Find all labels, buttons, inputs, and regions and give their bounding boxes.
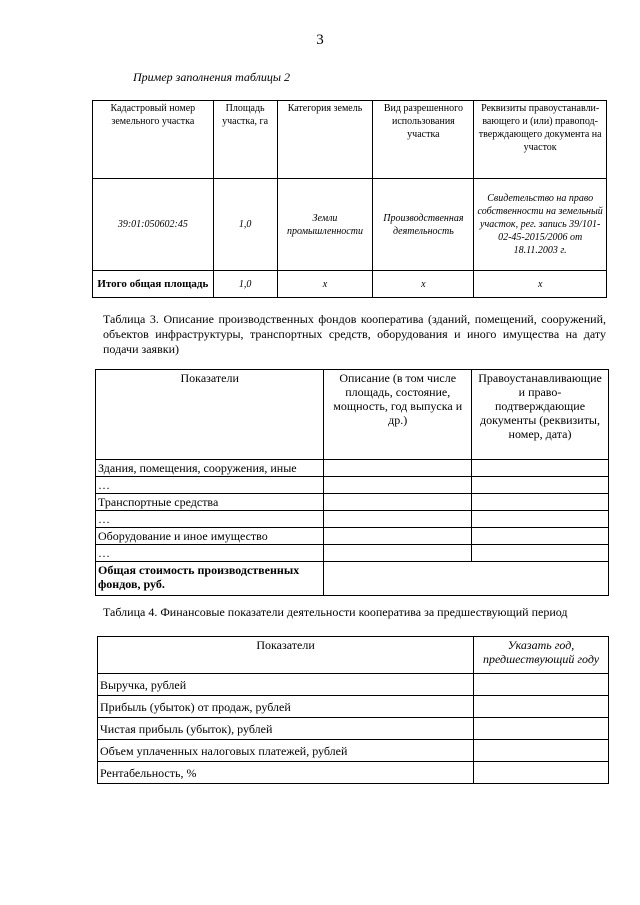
table-row: Оборудование и иное имущество xyxy=(96,528,324,545)
cell-title-document: Свидетельство на право собственности на земельный участок, рег. запись 39/101-02-45-2015/2006 от 18.11.2003 г. xyxy=(474,179,607,271)
cell-area: 1,0 xyxy=(213,179,277,271)
table4-caption: Таблица 4. Финансовые показатели деятельности кооператива за предшествующий период xyxy=(103,605,568,619)
table-row: Объем уплаченных налоговых платежей, рублей xyxy=(98,740,474,762)
cell-land-category: Земли промышленности xyxy=(277,179,373,271)
table-row: Здания, помещения, сооружения, иные xyxy=(96,460,324,477)
table-row: Рентабельность, % xyxy=(98,762,474,784)
header-documents: Правоустанавливающие и право-подтверждающие документы (реквизиты, номер, дата) xyxy=(472,370,609,460)
header-indicators: Показатели xyxy=(96,370,324,460)
total-x: x xyxy=(373,271,474,298)
financial-indicators-table xyxy=(97,636,609,784)
table-row: … xyxy=(96,545,324,562)
table-row: Выручка, рублей xyxy=(98,674,474,696)
table3-caption: Таблица 3. Описание производственных фондов кооператива (зданий, помещений, сооружений, объектов инфраструктуры, транспортных средств, оборудования и иного имущества на дату подачи заявки) xyxy=(103,312,606,356)
header-area: Площадь участка, га xyxy=(213,101,277,179)
header-year: Указать год, предшествующий году xyxy=(474,637,609,674)
header-land-category: Категория земель xyxy=(277,101,373,179)
cell-cadastral-number: 39:01:050602:45 xyxy=(93,179,214,271)
table-row: … xyxy=(96,511,324,528)
header-cadastral-number: Кадастровый номер земельного участка xyxy=(93,101,214,179)
example-title: Пример заполнения таблицы 2 xyxy=(133,70,290,84)
total-label: Итого общая площадь xyxy=(93,271,214,298)
header-description: Описание (в том числе площадь, состояние, мощность, год выпуска и др.) xyxy=(324,370,472,460)
total-cost-label: Общая стоимость производственных фондов, руб. xyxy=(96,562,324,596)
land-plot-table xyxy=(92,100,607,298)
total-x: x xyxy=(277,271,373,298)
header-title-documents: Реквизиты правоустанавли-вающего и (или) правопод-тверждающего документа на участок xyxy=(474,101,607,179)
table-row: Транспортные средства xyxy=(96,494,324,511)
header-permitted-use: Вид разрешенного использования участка xyxy=(373,101,474,179)
header-indicators: Показатели xyxy=(98,637,474,674)
cell-permitted-use: Производственная деятельность xyxy=(373,179,474,271)
page-number: 3 xyxy=(316,32,324,48)
table-row: Чистая прибыль (убыток), рублей xyxy=(98,718,474,740)
total-area: 1,0 xyxy=(213,271,277,298)
total-x: x xyxy=(474,271,607,298)
production-assets-table xyxy=(95,369,609,596)
table-row: Прибыль (убыток) от продаж, рублей xyxy=(98,696,474,718)
table-row: … xyxy=(96,477,324,494)
